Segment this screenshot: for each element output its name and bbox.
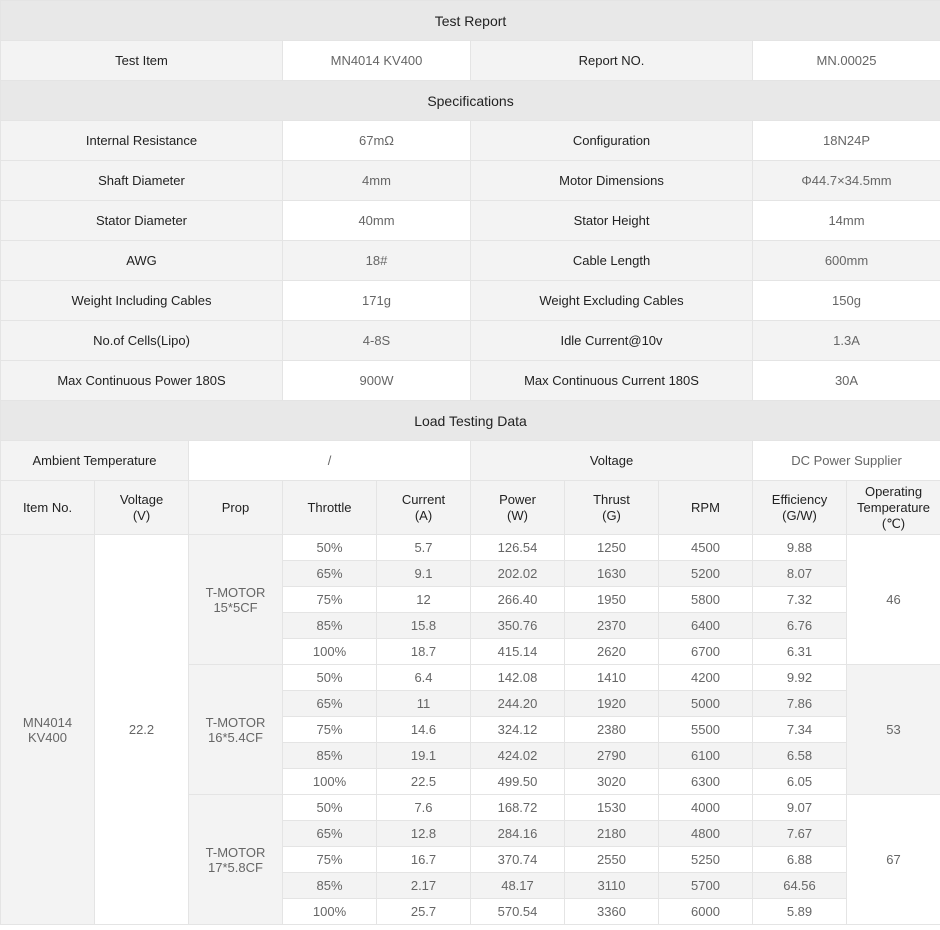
efficiency-cell: 6.76 <box>753 613 847 639</box>
power-cell: 415.14 <box>471 639 565 665</box>
thrust-cell: 3110 <box>565 873 659 899</box>
thrust-cell: 3360 <box>565 899 659 925</box>
current-cell: 2.17 <box>377 873 471 899</box>
thrust-cell: 1630 <box>565 561 659 587</box>
current-cell: 16.7 <box>377 847 471 873</box>
header-efficiency <box>753 481 847 535</box>
header-power-line: Power <box>499 491 536 507</box>
current-cell: 12 <box>377 587 471 613</box>
power-cell: 168.72 <box>471 795 565 821</box>
rpm-cell: 6300 <box>659 769 753 795</box>
power-cell: 48.17 <box>471 873 565 899</box>
spec-value: 600mm <box>753 241 940 281</box>
power-cell: 142.08 <box>471 665 565 691</box>
power-cell: 126.54 <box>471 535 565 561</box>
spec-label: Stator Diameter <box>1 201 283 241</box>
current-cell: 12.8 <box>377 821 471 847</box>
power-cell: 350.76 <box>471 613 565 639</box>
spec-value: 18# <box>283 241 471 281</box>
throttle-cell: 100% <box>283 899 377 925</box>
rpm-cell: 5500 <box>659 717 753 743</box>
thrust-cell: 1950 <box>565 587 659 613</box>
spec-label: No.of Cells(Lipo) <box>1 321 283 361</box>
spec-label: Motor Dimensions <box>471 161 753 201</box>
spec-label: AWG <box>1 241 283 281</box>
ambient-temperature-value: / <box>189 441 471 481</box>
current-cell: 9.1 <box>377 561 471 587</box>
spec-label: Cable Length <box>471 241 753 281</box>
spec-value: 4mm <box>283 161 471 201</box>
efficiency-cell: 6.58 <box>753 743 847 769</box>
header-efficiency-line: Efficiency <box>771 491 828 507</box>
efficiency-cell: 6.05 <box>753 769 847 795</box>
header-power <box>471 481 565 535</box>
efficiency-cell: 64.56 <box>753 873 847 899</box>
item-no-line: MN4014 <box>22 714 73 730</box>
item-no-line: KV400 <box>27 729 68 745</box>
throttle-cell: 85% <box>283 873 377 899</box>
header-voltage-line: Voltage <box>119 491 164 507</box>
throttle-cell: 85% <box>283 743 377 769</box>
rpm-cell: 6400 <box>659 613 753 639</box>
efficiency-cell: 6.31 <box>753 639 847 665</box>
current-cell: 18.7 <box>377 639 471 665</box>
header-rpm: RPM <box>659 481 753 535</box>
rpm-cell: 4500 <box>659 535 753 561</box>
spec-value: 4-8S <box>283 321 471 361</box>
voltage-source-value: DC Power Supplier <box>753 441 940 481</box>
prop-cell <box>189 795 283 925</box>
spec-value: 1.3A <box>753 321 940 361</box>
rpm-cell: 4200 <box>659 665 753 691</box>
spec-value: 14mm <box>753 201 940 241</box>
spec-row <box>1 161 940 201</box>
header-temperature-unit: (℃) <box>881 515 906 531</box>
throttle-cell: 65% <box>283 691 377 717</box>
thrust-cell: 2550 <box>565 847 659 873</box>
report-no-value: MN.00025 <box>753 41 940 81</box>
load-testing-title: Load Testing Data <box>1 401 940 441</box>
current-cell: 11 <box>377 691 471 717</box>
spec-row <box>1 281 940 321</box>
prop-brand: T-MOTOR <box>205 844 266 860</box>
throttle-cell: 75% <box>283 717 377 743</box>
current-cell: 7.6 <box>377 795 471 821</box>
header-thrust-unit: (G) <box>602 507 621 523</box>
thrust-cell: 1410 <box>565 665 659 691</box>
header-temperature-line2: Temperature <box>857 499 930 515</box>
current-cell: 5.7 <box>377 535 471 561</box>
spec-value: 30A <box>753 361 940 401</box>
throttle-cell: 85% <box>283 613 377 639</box>
header-item-no: Item No. <box>1 481 95 535</box>
efficiency-cell: 7.86 <box>753 691 847 717</box>
current-cell: 14.6 <box>377 717 471 743</box>
header-current-unit: (A) <box>414 507 433 523</box>
throttle-cell: 75% <box>283 587 377 613</box>
throttle-cell: 75% <box>283 847 377 873</box>
prop-brand: T-MOTOR <box>205 714 266 730</box>
prop-size: 16*5.4CF <box>208 729 263 745</box>
spec-label: Shaft Diameter <box>1 161 283 201</box>
thrust-cell: 2380 <box>565 717 659 743</box>
spec-row <box>1 121 940 161</box>
efficiency-cell: 7.32 <box>753 587 847 613</box>
current-cell: 25.7 <box>377 899 471 925</box>
spec-label: Stator Height <box>471 201 753 241</box>
prop-cell <box>189 665 283 795</box>
spec-value: Φ44.7×34.5mm <box>753 161 940 201</box>
prop-brand: T-MOTOR <box>205 584 266 600</box>
throttle-cell: 65% <box>283 561 377 587</box>
thrust-cell: 2790 <box>565 743 659 769</box>
ambient-temperature-label: Ambient Temperature <box>1 441 189 481</box>
throttle-cell: 100% <box>283 639 377 665</box>
voltage-source-label: Voltage <box>471 441 753 481</box>
data-row <box>1 535 940 561</box>
spec-label: Max Continuous Current 180S <box>471 361 753 401</box>
efficiency-cell: 8.07 <box>753 561 847 587</box>
rpm-cell: 4800 <box>659 821 753 847</box>
header-power-unit: (W) <box>507 507 528 523</box>
rpm-cell: 6000 <box>659 899 753 925</box>
prop-cell <box>189 535 283 665</box>
rpm-cell: 6700 <box>659 639 753 665</box>
current-cell: 22.5 <box>377 769 471 795</box>
efficiency-cell: 7.34 <box>753 717 847 743</box>
power-cell: 202.02 <box>471 561 565 587</box>
header-thrust <box>565 481 659 535</box>
header-prop: Prop <box>189 481 283 535</box>
spec-label: Max Continuous Power 180S <box>1 361 283 401</box>
power-cell: 324.12 <box>471 717 565 743</box>
throttle-cell: 100% <box>283 769 377 795</box>
header-efficiency-unit: (G/W) <box>782 507 817 523</box>
current-cell: 6.4 <box>377 665 471 691</box>
spec-value: 67mΩ <box>283 121 471 161</box>
efficiency-cell: 6.88 <box>753 847 847 873</box>
efficiency-cell: 9.07 <box>753 795 847 821</box>
spec-value: 18N24P <box>753 121 940 161</box>
current-cell: 15.8 <box>377 613 471 639</box>
header-voltage-unit: (V) <box>132 507 151 523</box>
item-no-cell <box>1 535 95 925</box>
power-cell: 244.20 <box>471 691 565 717</box>
load-header-row <box>1 481 940 535</box>
spec-label: Internal Resistance <box>1 121 283 161</box>
thrust-cell: 2180 <box>565 821 659 847</box>
throttle-cell: 50% <box>283 795 377 821</box>
voltage-cell: 22.2 <box>95 535 189 925</box>
throttle-cell: 50% <box>283 535 377 561</box>
spec-row <box>1 361 940 401</box>
spec-value: 900W <box>283 361 471 401</box>
spec-value: 171g <box>283 281 471 321</box>
temperature-cell: 46 <box>847 535 940 665</box>
spec-label: Idle Current@10v <box>471 321 753 361</box>
header-temperature <box>847 481 940 535</box>
header-current <box>377 481 471 535</box>
power-cell: 570.54 <box>471 899 565 925</box>
throttle-cell: 65% <box>283 821 377 847</box>
temperature-cell: 53 <box>847 665 940 795</box>
rpm-cell: 5700 <box>659 873 753 899</box>
report-no-label: Report NO. <box>471 41 753 81</box>
thrust-cell: 1250 <box>565 535 659 561</box>
power-cell: 284.16 <box>471 821 565 847</box>
power-cell: 370.74 <box>471 847 565 873</box>
test-item-value: MN4014 KV400 <box>283 41 471 81</box>
spec-label: Weight Excluding Cables <box>471 281 753 321</box>
spec-value: 40mm <box>283 201 471 241</box>
spec-row <box>1 241 940 281</box>
header-voltage <box>95 481 189 535</box>
spec-label: Weight Including Cables <box>1 281 283 321</box>
spec-row <box>1 201 940 241</box>
thrust-cell: 2620 <box>565 639 659 665</box>
efficiency-cell: 5.89 <box>753 899 847 925</box>
prop-size: 15*5CF <box>213 599 258 615</box>
test-item-label: Test Item <box>1 41 283 81</box>
thrust-cell: 1920 <box>565 691 659 717</box>
header-thrust-line: Thrust <box>593 491 630 507</box>
power-cell: 499.50 <box>471 769 565 795</box>
spec-label: Configuration <box>471 121 753 161</box>
efficiency-cell: 9.92 <box>753 665 847 691</box>
thrust-cell: 3020 <box>565 769 659 795</box>
rpm-cell: 4000 <box>659 795 753 821</box>
thrust-cell: 2370 <box>565 613 659 639</box>
efficiency-cell: 7.67 <box>753 821 847 847</box>
specifications-title: Specifications <box>1 81 940 121</box>
rpm-cell: 6100 <box>659 743 753 769</box>
rpm-cell: 5250 <box>659 847 753 873</box>
prop-size: 17*5.8CF <box>208 859 263 875</box>
test-report-title: Test Report <box>1 1 940 41</box>
spec-row <box>1 321 940 361</box>
thrust-cell: 1530 <box>565 795 659 821</box>
efficiency-cell: 9.88 <box>753 535 847 561</box>
header-temperature-line1: Operating <box>864 483 923 499</box>
header-current-line: Current <box>401 491 446 507</box>
throttle-cell: 50% <box>283 665 377 691</box>
power-cell: 424.02 <box>471 743 565 769</box>
rpm-cell: 5000 <box>659 691 753 717</box>
rpm-cell: 5800 <box>659 587 753 613</box>
power-cell: 266.40 <box>471 587 565 613</box>
current-cell: 19.1 <box>377 743 471 769</box>
temperature-cell: 67 <box>847 795 940 925</box>
header-throttle: Throttle <box>283 481 377 535</box>
spec-value: 150g <box>753 281 940 321</box>
rpm-cell: 5200 <box>659 561 753 587</box>
